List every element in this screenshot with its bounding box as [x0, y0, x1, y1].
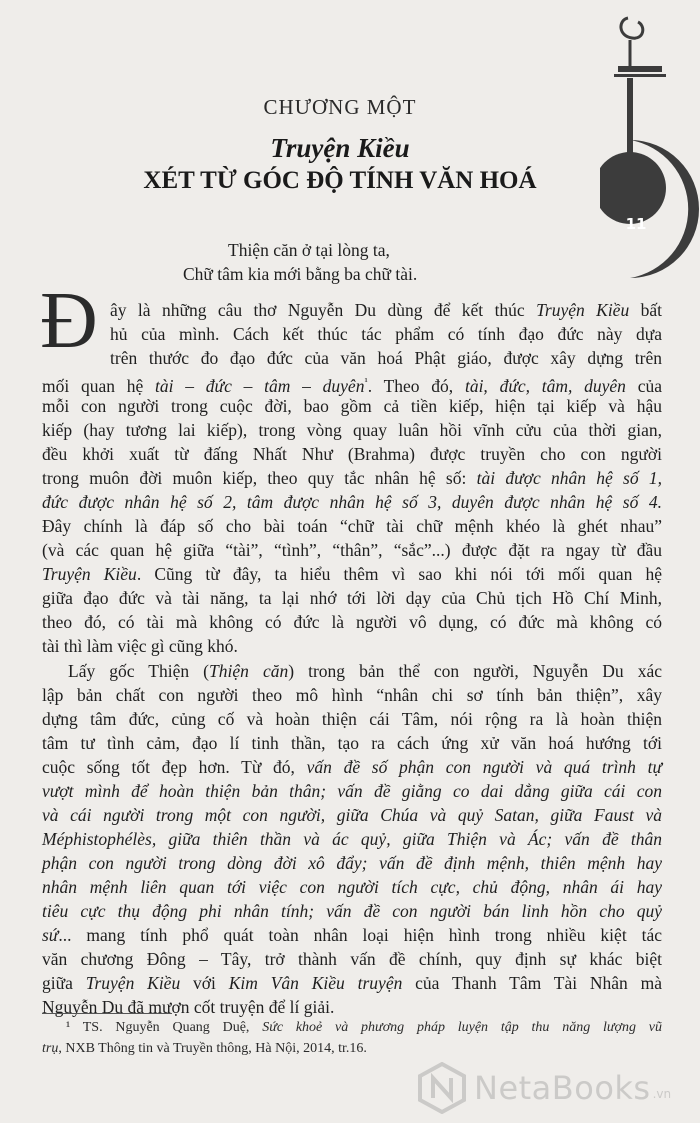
body-text-segment: Truyện Kiều — [85, 973, 181, 993]
footnote-line-2 — [42, 1039, 662, 1059]
body-text-segment: Kim Vân Kiều truyện — [228, 973, 403, 993]
body-text-segment: Đây chính là đáp số cho bài toán “chữ tài chữ mệnh khéo là ghét nhau” — [42, 516, 662, 536]
watermark-suffix: .vn — [652, 1087, 672, 1101]
body-text-segment: cuộc sống tốt đẹp hơn. Từ đó, — [42, 757, 307, 777]
body-text-segment: tâm tư tình cảm, đạo lí tinh thần, tạo ra cách ứng xử văn hoá hướng tới — [42, 733, 662, 753]
body-line — [42, 634, 662, 658]
body-line — [42, 683, 662, 707]
body-line — [42, 827, 662, 851]
body-text-segment: theo đó, có tài mà không có đức là người vô dụng, có đức mà không có — [42, 612, 662, 632]
body-text-segment: Truyện Kiều — [42, 564, 137, 584]
body-line — [42, 490, 662, 514]
body-text-segment: Nguyễn Du đã mượn cốt truyện để lí giải. — [42, 997, 335, 1017]
body-text-segment: Thiện căn — [209, 661, 289, 681]
body-text-segment: của Thanh Tâm Tài Nhân mà — [402, 973, 663, 993]
body-text-segment: vấn đề số phận con người và quá trình tự — [306, 757, 662, 777]
body-line — [42, 971, 662, 995]
body-text-segment: mối quan hệ — [42, 375, 156, 396]
body-text-segment: của — [625, 375, 662, 396]
netabooks-logo-icon — [418, 1062, 466, 1114]
chapter-title-line2: XÉT TỪ GÓC ĐỘ TÍNH VĂN HOÁ — [143, 167, 537, 194]
body-text-segment: giữa đạo đức và tài năng, ta lại nhớ tới lời dạy của Chủ tịch Hồ Chí Minh, — [42, 588, 662, 608]
epigraph-line-2: Chữ tâm kia mới bằng ba chữ tài. — [183, 264, 418, 284]
chapter-title-line1: Truyện Kiều — [270, 133, 410, 163]
body-line — [42, 394, 662, 418]
body-text-segment: sứ — [42, 925, 59, 945]
body-line — [42, 442, 662, 466]
body-line — [42, 418, 662, 442]
body-line — [110, 322, 662, 346]
body-text-segment: . Theo đó, — [367, 375, 465, 396]
body-text-segment: mỗi con người trong cuộc đời, bao gồm cả tiền kiếp, hiện tại kiếp và hậu — [42, 396, 662, 416]
body-line — [42, 610, 662, 634]
body-text-segment: với — [180, 973, 229, 993]
body-line — [42, 562, 662, 586]
body-text-segment: ... mang tính phổ quát toàn nhân loại hiện hình trong nhiều kiệt tác — [58, 925, 662, 945]
body-line — [42, 995, 662, 1019]
body-text-segment: . Cũng từ đây, ta hiểu thêm vì sao khi nói tới mối quan hệ — [136, 564, 662, 584]
body-text-segment: và cái người trong một con người, giữa Chúa và quỷ Satan, giữa Faust và — [42, 805, 662, 825]
body-text-segment: nhân mệnh liên quan tới việc con người tích cực, chủ động, nhân ái hay — [42, 877, 662, 897]
body-line — [42, 586, 662, 610]
body-line — [68, 659, 662, 683]
chapter-label: CHƯƠNG MỘT — [263, 95, 417, 119]
body-text-segment: tài, đức, tâm, duyên — [464, 375, 626, 396]
body-line — [42, 707, 662, 731]
body-text-segment: tiêu cực thụ động phi nhân tính; vấn đề con người bán linh hồn cho quỷ — [42, 901, 662, 921]
body-line — [42, 514, 662, 538]
body-text-segment: (và các quan hệ giữa “tài”, “tình”, “thân”, “sắc”...) được đặt ra ngay từ đầu — [42, 540, 662, 560]
footnote-line-1-b: Sức khoẻ và phương pháp luyện tập thu năng lượng vũ — [262, 1020, 662, 1035]
body-text-segment: trong muôn đời muôn kiếp, theo quy tắc nhân hệ số: — [42, 468, 477, 488]
body-text-segment: Méphistophélès, giữa thiên thần và ác quỷ, giữa Thiện và Ác; vấn đề thân — [42, 829, 662, 849]
body-text-segment: trên thước đo đạo đức của văn hoá Phật giáo, được xây dựng trên — [110, 348, 662, 368]
footnote-line-2-b: , NXB Thông tin và Truyền thông, Hà Nội, 2014, tr.16. — [58, 1041, 367, 1056]
body-text-segment: Truyện Kiều — [536, 300, 630, 320]
body-text-segment: ây là những câu thơ Nguyễn Du dùng để kết thúc — [110, 300, 537, 320]
body-text-segment: đức được nhân hệ số 2, tâm được nhân hệ số 3, duyên được nhân hệ số 4. — [42, 492, 662, 512]
body-text-segment: ¹ — [364, 376, 368, 388]
body-text-segment: đều khởi xuất từ đấng Nhất Như (Brahma) được truyền cho con người — [42, 444, 662, 464]
body-line — [42, 755, 662, 779]
body-line — [42, 803, 662, 827]
body-line — [42, 731, 662, 755]
watermark — [418, 1060, 688, 1116]
body-text-segment: dựng tâm đức, củng cố và hoàn thiện cái Tâm, nói rộng ra là hoàn thiện — [42, 709, 662, 729]
page-number: 11 — [625, 215, 647, 233]
body-text-segment: tài – đức – tâm – duyên — [155, 375, 365, 396]
body-line — [42, 947, 662, 971]
footnote-line-1 — [66, 1018, 662, 1038]
footnote-rule — [42, 1013, 172, 1014]
body-text-segment: vượt mình để hoàn thiện bản thân; vấn đề giằng co dai dẳng giữa cái con — [42, 781, 662, 801]
body-line — [42, 923, 662, 947]
watermark-brand: NetaBooks — [474, 1069, 651, 1107]
footnote-line-2-a: trụ — [42, 1041, 59, 1056]
body-text-segment: bất — [629, 300, 662, 320]
body-line — [42, 538, 662, 562]
body-text-segment: giữa — [42, 973, 86, 993]
body-line — [42, 875, 662, 899]
body-text-segment: tài thì làm việc gì cũng khó. — [42, 636, 238, 656]
footnote-line-1-a: ¹ TS. Nguyễn Quang Duệ, — [66, 1020, 263, 1035]
body-text-segment: ) trong bản thể con người, Nguyễn Du xác — [288, 661, 662, 681]
epigraph-line-1: Thiện căn ở tại lòng ta, — [228, 240, 390, 260]
body-text-segment: văn chương Đông – Tây, trở thành vấn đề chính, quy định sự khác biệt — [42, 949, 662, 969]
body-line — [42, 466, 662, 490]
body-text-segment: phận con người trong dòng đời xô đẩy; vấn đề định mệnh, thiên mệnh hay — [42, 853, 662, 873]
body-line — [42, 851, 662, 875]
body-line — [42, 899, 662, 923]
body-line — [110, 298, 662, 322]
body-text-segment: kiếp (hay tương lai kiếp), trong vòng quay luân hồi vĩnh cửu của thời gian, — [42, 420, 662, 440]
body-text-segment: lập bản chất con người theo mô hình “nhân chi sơ tính bản thiện”, xây — [42, 685, 662, 705]
body-text-segment: tài được nhân hệ số 1, — [476, 468, 662, 488]
body-line — [110, 346, 662, 370]
body-text-segment: Lấy gốc Thiện ( — [68, 661, 210, 681]
body-text-segment: hủ của mình. Cách kết thúc tác phẩm có tính đạo đức này dựa — [110, 324, 662, 344]
drop-cap: Đ — [40, 277, 98, 365]
body-line — [42, 779, 662, 803]
